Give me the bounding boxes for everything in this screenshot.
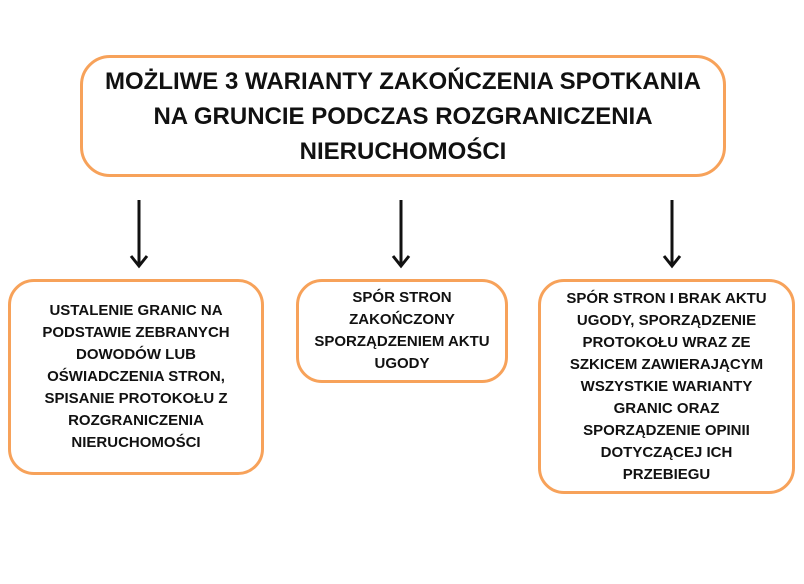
main-title-box: [80, 55, 726, 177]
arrow-down-icon-middle: [391, 200, 411, 272]
option-text: SPÓR STRON ZAKOŃCZONY SPORZĄDZENIEM AKTU UGODY: [314, 289, 490, 372]
option-box-dispute: [538, 279, 795, 494]
main-title: MOŻLIWE 3 WARIANTY ZAKOŃCZENIA SPOTKANIA NA GRUNCIE PODCZAS ROZGRANICZENIA NIERUCHOMOŚCI: [105, 67, 701, 165]
option-text: SPÓR STRON I BRAK AKTU UGODY, SPORZĄDZENIE PROTOKOŁU WRAZ ZE SZKICEM ZAWIERAJĄCYM WSZYSTKIE WARIANTY GRANIC ORAZ SPORZĄDZENIE OPINII DOTYCZĄCEJ ICH PRZEBIEGU: [566, 289, 767, 483]
option-text: USTALENIE GRANIC NA PODSTAWIE ZEBRANYCH DOWODÓW LUB OŚWIADCZENIA STRON, SPISANIE PROTOKOŁU Z ROZGRANICZENIA NIERUCHOMOŚCI: [42, 302, 230, 451]
option-box-agreement: [8, 279, 264, 475]
arrow-down-icon-left: [129, 200, 149, 272]
arrow-down-icon-right: [662, 200, 682, 272]
option-box-settlement: [296, 279, 508, 383]
